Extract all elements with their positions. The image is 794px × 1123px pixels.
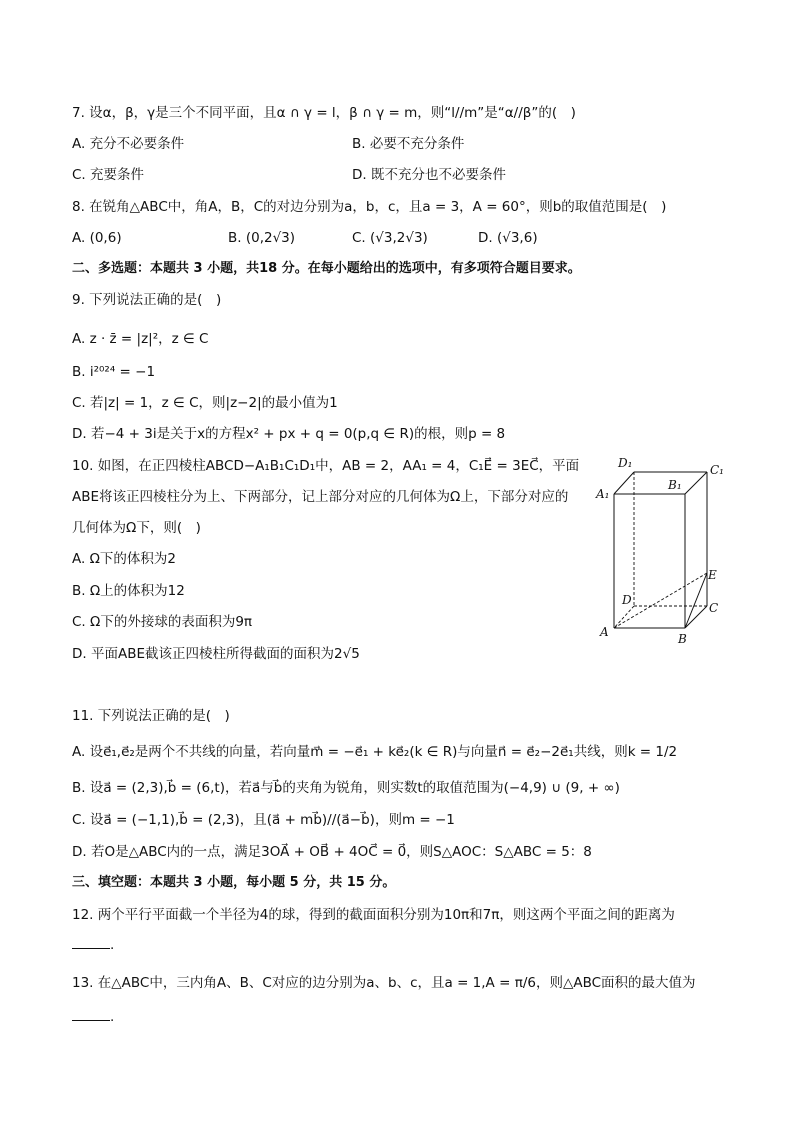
q11-option-c: C. 设a⃗ = (−1,1),b⃗ = (2,3)，且(a⃗ + mb⃗)//(a⃗−b⃗)，则m = −1: [72, 812, 455, 828]
q11-stem: 11. 下列说法正确的是( ): [72, 708, 230, 724]
label-a1: A₁: [596, 487, 610, 501]
q10-stem-line-1: 10. 如图，在正四棱柱ABCD−A₁B₁C₁D₁中，AB = 2，AA₁ = 4，C₁E⃗ = 3EC⃗，平面: [72, 458, 580, 474]
q12-tail: .: [110, 937, 115, 953]
q9-option-b: B. i²⁰²⁴ = −1: [72, 364, 156, 380]
q11-option-b: B. 设a⃗ = (2,3),b⃗ = (6,t)，若a⃗与b⃗的夹角为锐角，则实数t的取值范围为(−4,9) ∪ (9, + ∞): [72, 780, 620, 796]
label-d: D: [622, 593, 632, 607]
q7-option-d: D. 既不充分也不必要条件: [352, 167, 506, 183]
section-heading-multiple-choice: 二、多选题：本题共 3 小题，共18 分。在每小题给出的选项中，有多项符合题目要求。: [72, 261, 581, 276]
q7-stem: 7. 设α，β，γ是三个不同平面，且α ∩ γ = l，β ∩ γ = m，则“l//m”是“α//β”的( ): [72, 105, 576, 121]
label-c1: C₁: [710, 463, 724, 477]
q9-option-a: A. z · z̄ = |z|²，z ∈ C: [72, 331, 209, 347]
q12-answer-line: [72, 936, 114, 954]
q7-option-b: B. 必要不充分条件: [352, 136, 465, 152]
q8-option-c: C. (√3,2√3): [352, 230, 428, 246]
edge-b1c1: [685, 472, 707, 494]
label-d1: D₁: [618, 456, 633, 470]
q11-option-d: D. 若O是△ABC内的一点，满足3OA⃗ + OB⃗ + 4OC⃗ = 0⃗，则S△AOC：S△ABC = 5：8: [72, 844, 592, 860]
q8-option-b: B. (0,2√3): [228, 230, 296, 246]
label-b1: B₁: [668, 478, 682, 492]
prism-figure: [592, 452, 732, 652]
label-e: E: [708, 568, 717, 582]
q13-answer-line: [72, 1008, 114, 1026]
q7-option-c: C. 充要条件: [72, 167, 145, 183]
q13-stem: 13. 在△ABC中，三内角A、B、C对应的边分别为a、b、c，且a = 1,A = π/6，则△ABC面积的最大值为: [72, 975, 696, 991]
q8-stem: 8. 在锐角△ABC中，角A，B，C的对边分别为a，b，c，且a = 3，A = 60°，则b的取值范围是( ): [72, 199, 667, 215]
q13-tail: .: [110, 1009, 115, 1025]
q9-option-d: D. 若−4 + 3i是关于x的方程x² + px + q = 0(p,q ∈ R)的根，则p = 8: [72, 426, 506, 442]
q10-option-d: D. 平面ABE截该正四棱柱所得截面的面积为2√5: [72, 646, 360, 662]
q13-answer-blank[interactable]: [72, 1008, 110, 1021]
q10-option-b: B. Ω上的体积为12: [72, 583, 185, 599]
q8-option-a: A. (0,6): [72, 230, 122, 246]
label-b: B: [678, 632, 687, 646]
section-heading-fill-in: 三、填空题：本题共 3 小题，每小题 5 分，共 15 分。: [72, 875, 396, 890]
q10-option-a: A. Ω下的体积为2: [72, 551, 176, 567]
edge-d1a1: [614, 472, 634, 494]
q10-stem-line-2: ABE将该正四棱柱分为上、下两部分，记上部分对应的几何体为Ω上，下部分对应的: [72, 489, 569, 505]
q9-stem: 9. 下列说法正确的是( ): [72, 292, 222, 308]
segment-be: [685, 573, 707, 628]
q10-stem-line-3: 几何体为Ω下，则( ): [72, 520, 201, 536]
label-c: C: [709, 601, 719, 615]
q7-option-a: A. 充分不必要条件: [72, 136, 185, 152]
edge-bc: [685, 606, 707, 628]
q12-stem: 12. 两个平行平面截一个半径为4的球，得到的截面面积分别为10π和7π，则这两个平面之间的距离为: [72, 907, 675, 923]
hidden-edge-da: [614, 606, 634, 628]
q12-answer-blank[interactable]: [72, 936, 110, 949]
q8-option-d: D. (√3,6): [478, 230, 538, 246]
q9-option-c: C. 若|z| = 1，z ∈ C，则|z−2|的最小值为1: [72, 395, 338, 411]
q11-option-a: A. 设e⃗₁,e⃗₂是两个不共线的向量，若向量m⃗ = −e⃗₁ + ke⃗₂(k ∈ R)与向量n⃗ = e⃗₂−2e⃗₁共线，则k = 1/2: [72, 744, 678, 760]
q10-option-c: C. Ω下的外接球的表面积为9π: [72, 614, 253, 630]
label-a: A: [600, 625, 609, 639]
